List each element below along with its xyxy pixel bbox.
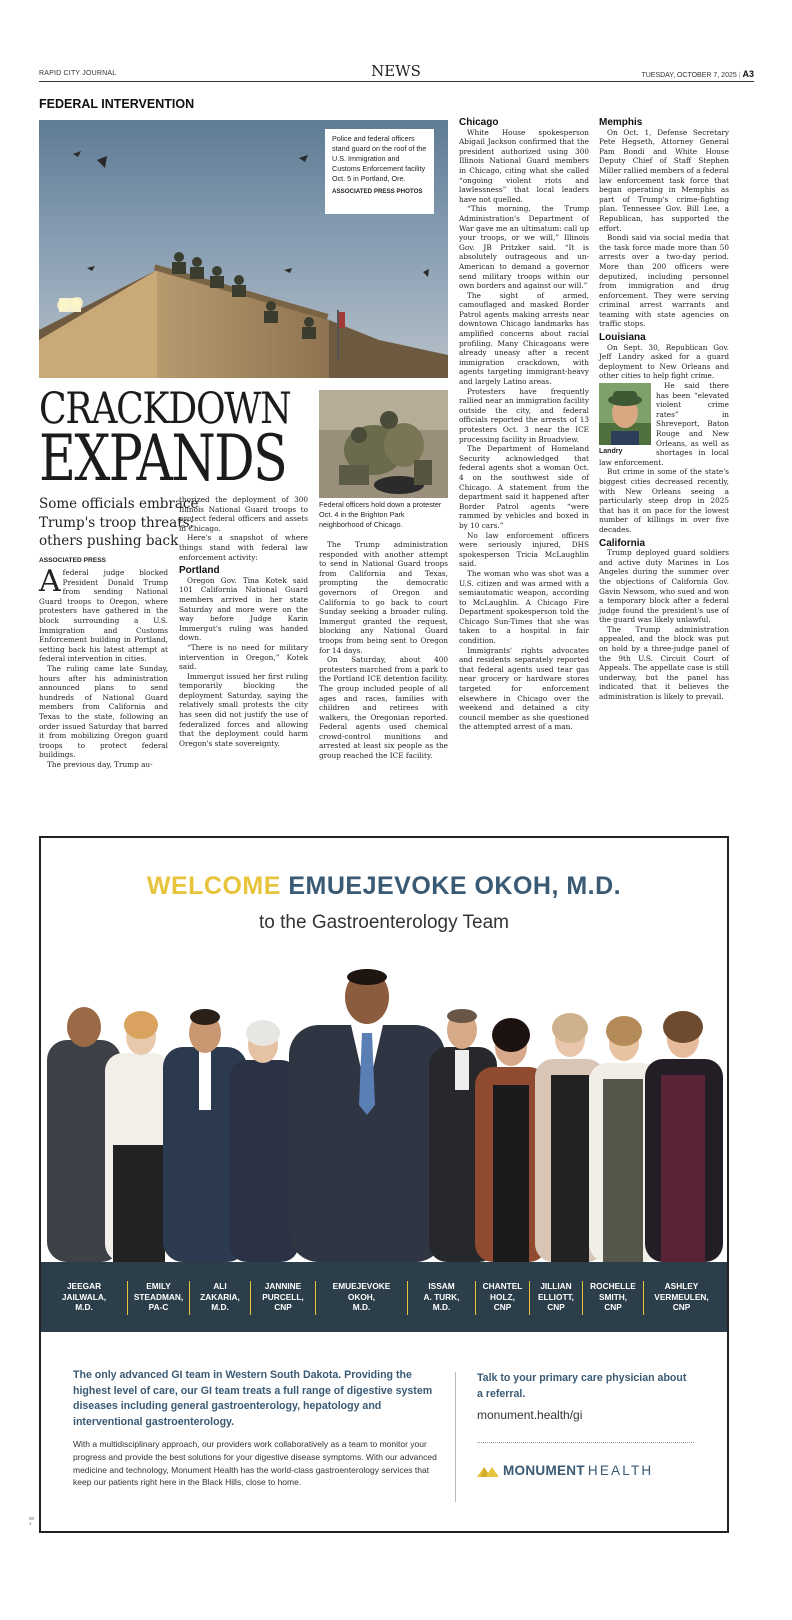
paragraph: On Sept. 30, Republican Gov. Jeff Landry asked for a guard deployment to New Orleans and other cities to help fight crime. (599, 342, 729, 381)
paragraph: White House spokesperson Abigail Jackson confirmed that the president authorized using 300 Illinois National Guard members in Chicago, citing what she called “ongoing violent riots and lawlessness” that local leaders have not quelled. (459, 127, 589, 204)
name-card (41, 1281, 128, 1315)
paragraph: Protesters have frequently rallied near an immigration facility outside the city, and federal officials reported the arrests of 13 protesters Oct. 3 near the ICE processing facility in Broadview. (459, 386, 589, 444)
subhead-chicago: Chicago (459, 117, 499, 128)
name-line: A. TURK, (423, 1291, 460, 1302)
brand-name-light: HEALTH (587, 1463, 654, 1478)
paragraph (39, 564, 168, 664)
drop-cap: A (39, 564, 61, 599)
brand-name-bold: MONUMENT (503, 1463, 585, 1478)
ad-body-text: With a multidisciplinary approach, our providers work collaboratively as a team to monitor your progress and provide the best solutions for your digestive disease symptoms. With our advanced medicine and technology, Monument Health has the world-class gastroenterology services that keep our patients right here in the Black Hills, close to home. (73, 1439, 437, 1488)
credential-line: M.D. (211, 1302, 229, 1312)
paragraph: Bondi said via social media that the task force made more than 50 arrests over a two-day period. More than 200 officers were deputized, including personnel from immigration and drug enforcement. They were serving criminal arrest warrants and teaming with state agencies on traffic stops. (599, 233, 729, 329)
ad-url[interactable]: monument.health/gi (477, 1408, 583, 1422)
ad-doctor-name: EMUEJEVOKE OKOH, M.D. (288, 872, 622, 900)
separator: | (738, 72, 743, 79)
name-card (530, 1281, 583, 1315)
column-5 (599, 118, 729, 702)
name-line: ALI (213, 1281, 227, 1291)
ad-dotted-rule (477, 1442, 694, 1443)
name-card (128, 1281, 190, 1315)
credential-line: CNP (547, 1302, 565, 1312)
paragraph: thorized the deployment of 300 Illinois National Guard troops to protect federal officers and assets in Chicago. (179, 495, 308, 533)
name-card (251, 1281, 316, 1315)
mug-block (599, 383, 651, 457)
name-card (476, 1281, 530, 1315)
kicker: FEDERAL INTERVENTION (39, 97, 195, 111)
paragraph: “There is no need for military intervention in Oregon,” Kotek said. (179, 642, 308, 672)
credential-line: CNP (604, 1302, 622, 1312)
paragraph: The sight of armed, camouflaged and masked Border Patrol agents making arrests near downtown Chicago landmarks has amplified concerns about racial profiling. Many Chicagoans were already uneasy after a recent immigration crackdown, with agents targeting immigrant-heavy and largely Latino areas. (459, 290, 589, 387)
subhead-california: California (599, 537, 646, 549)
headline-line-1: CRACKDOWN (39, 384, 291, 434)
paper-name: RAPID CITY JOURNAL (39, 70, 117, 77)
ad-cta: Talk to your primary care physician about a referral. (477, 1372, 687, 1400)
name-line: JAILWALA, (61, 1291, 107, 1302)
name-line: EMILY (146, 1281, 171, 1291)
credential-line: CNP (672, 1302, 691, 1312)
name-line: ISSAM (428, 1281, 455, 1291)
credential-line: M.D. (352, 1302, 371, 1312)
ad-welcome: WELCOME (146, 872, 281, 900)
name-line: PURCELL, (262, 1291, 304, 1302)
subhead-memphis: Memphis (599, 117, 643, 128)
paragraph: Trump deployed guard soldiers and active duty Marines in Los Angeles during the summer over the objections of California Gov. Gavin Newsom, who sued and won a temporary block after a federal judge found the president's use of the guard was likely unlawful. (599, 548, 729, 625)
ad-code: 00 1 (29, 1516, 35, 1526)
team-photo (41, 955, 727, 1262)
name-line: HOLZ, (490, 1291, 515, 1302)
name-line: ELLIOTT, (538, 1291, 574, 1302)
name-line: STEADMAN, (133, 1291, 184, 1302)
paragraph: The ruling came late Sunday, hours after his administration announced plans to send hundreds of National Guard members from California and Texas to the state, following an order issued Saturday that barred it from mobilizing Oregon guard troops to protect federal buildings. (39, 663, 168, 760)
name-card (316, 1281, 408, 1315)
headline-line-2: EXPANDS (39, 422, 287, 496)
mug-caption: Landry (599, 448, 623, 456)
name-line: ZAKARIA, (200, 1291, 240, 1302)
name-line: OKOH, (347, 1291, 376, 1302)
mountain-logo-icon (477, 1465, 499, 1477)
paragraph: The woman who was shot was a U.S. citizen and was armed with a semiautomatic weapon, according to McLaughlin. A Chicago Fire Department spokesperson told the Chicago Sun-Times that she was taken to a hospital in fair condition. (459, 568, 589, 646)
name-line: ASHLEY (664, 1281, 699, 1291)
name-line: EMUEJEVOKE (332, 1281, 391, 1291)
credential-line: PA-C (148, 1302, 169, 1312)
paragraph: But crime in some of the state's biggest cities decreased recently, with New Orleans seeing a particularly steep drop in 2025 that has it on pace for the lowest number of killings in over five decades. (599, 467, 729, 534)
name-line: JILLIAN (540, 1281, 572, 1291)
byline: ASSOCIATED PRESS (39, 557, 106, 564)
credential-line: M.D. (432, 1302, 451, 1312)
page-number: A3 (742, 69, 754, 79)
paragraph: Oregon Gov. Tina Kotek said 101 California National Guard members arrived in her state Saturday and more were on the way before Judge Karin Immergut's ruling was handed down. (179, 575, 308, 643)
paragraph: On Saturday, about 400 protesters marched from a park to the Portland ICE detention facility. The group included people of all ages and races, families with children and retirees with walkers, the Oregonian reported. Federal agents used chemical crowd-control munitions and arrested at least six people as the group reached the ICE facility. (319, 655, 448, 761)
main-photo-credit: ASSOCIATED PRESS PHOTOS (332, 188, 423, 195)
masthead-rule (39, 81, 754, 82)
subhead-portland: Portland (179, 565, 220, 577)
name-line: ROCHELLE (590, 1281, 636, 1291)
lead-text: federal judge blocked President Donald Trump from sending National Guard troops to Oregon, where protesters have gathered in the block surrounding a U.S. Immigration and Customs Enforcement building in Portland, setting back his latest attempt at federal intervention in cities. (39, 568, 168, 664)
credential-line: M.D. (75, 1302, 93, 1312)
name-card (190, 1281, 251, 1315)
masthead-date (560, 69, 754, 79)
ad-lead-text: The only advanced GI team in Western South Dakota. Providing the highest level of care, our GI team treats a full range of digestive system diseases including general gastroenterology, hepatology and interventional gastroenterology. (73, 1369, 433, 1428)
name-line: JANNINE (264, 1281, 302, 1291)
paragraph: The Trump administration appealed, and the block was put on hold by a three-judge panel of the 9th U.S. Circuit Court of Appeals. The appellate case is still underway, but the panel has indicated that it believes the administration is likely to prevail. (599, 624, 729, 702)
name-line: VERMEULEN, (654, 1291, 709, 1302)
paragraph: Immigrants' rights advocates and residents separately reported that federal agents used tear gas near grocery or hardware stores targeted for enforcement elsewhere in Chicago over the weekend and detained a city council member as she questioned the attempted arrest of a man. (459, 645, 589, 732)
second-photo (319, 390, 448, 498)
name-card (408, 1281, 476, 1315)
paragraph: On Oct. 1, Defense Secretary Pete Hegseth, Attorney General Pam Bondi and White House Deputy Chief of Staff Stephen Miller rallied members of a federal law enforcement task force that began operating in Memphis as part of Trump's crime-fighting plan. Tennessee Gov. Bill Lee, a Republican, has supported the effort. (599, 127, 729, 233)
ad-subtitle: to the Gastroenterology Team (259, 912, 509, 933)
team-photo-art (41, 955, 727, 1262)
main-photo-caption: Police and federal officers stand guard on the roof of the U.S. Immigration and Customs Enforcement facility Oct. 5 in Portland, Ore. (332, 134, 427, 183)
paragraph: He said there has been “elevated violent crime rates” in Shreveport, Baton Rouge and New Orleans, as well as shortages in local law enforcement. (599, 381, 729, 467)
paragraph: The previous day, Trump au- (47, 759, 153, 769)
main-photo-caption-box (325, 129, 434, 214)
paragraph: The Department of Homeland Security acknowledged that federal agents shot a woman Oct. 4 on the southwest side of Chicago. A statement from the department said it happened after Border Patrol agents “were rammed by vehicles and boxed in by 10 cars.” (459, 444, 589, 530)
credential-line: CNP (274, 1302, 292, 1312)
credential-line: CNP (493, 1302, 512, 1312)
deck-line-1: Some officials embrace (39, 496, 199, 512)
name-line: CHANTEL (482, 1281, 523, 1291)
column-4 (459, 118, 589, 732)
name-line: JEEGAR (66, 1281, 102, 1291)
column-1 (39, 564, 168, 769)
name-card (644, 1281, 719, 1315)
landry-mugshot (599, 383, 651, 445)
name-card (583, 1281, 644, 1315)
second-photo-art (319, 390, 448, 498)
deck (39, 495, 199, 551)
paragraph: No law enforcement officers were seriously injured, DHS spokesperson Tricia McLaughlin said. (459, 530, 589, 569)
column-2 (179, 495, 308, 748)
ad-divider (455, 1372, 456, 1502)
second-photo-caption: Federal officers hold down a protester Oct. 4 in the Brighton Park neighborhood of Chicago. (319, 500, 442, 529)
date-text: TUESDAY, OCTOBER 7, 2025 (641, 72, 737, 79)
deck-line-3: others pushing back (39, 533, 179, 549)
subhead-louisiana: Louisiana (599, 332, 646, 344)
ad-title (41, 872, 727, 901)
column-3 (319, 540, 448, 761)
paragraph: “This morning, the Trump Administration's Department of War gave me an ultimatum: call up your troops, or we will,” Illinois Gov. JB Pritzker said. “It is absolutely outrageous and un-American to demand a governor send military troops within our own borders and against our will.” (459, 204, 589, 291)
paragraph: Here's a snapshot of where things stand with federal law enforcement activity: (179, 533, 308, 562)
section-name: NEWS (371, 62, 421, 80)
deck-line-2: Trump's troop threats; (39, 514, 195, 531)
paragraph: Immergut issued her first ruling temporarily blocking the deployment Saturday, saying the relatively small protests the city has seen did not justify the use of federalized forces and allowing that the deployment could harm Oregon's state sovereignty. (179, 671, 308, 748)
headline (39, 384, 309, 496)
ad-brand (477, 1463, 653, 1478)
name-line: SMITH, (598, 1291, 628, 1302)
paragraph: The Trump administration responded with another attempt to send in National Guard troops from California and Texas, prompting the democratic governors of Oregon and California to go back to court Sunday seeking a broader ruling. Immergut granted the request, blocking any National Guard troops from being sent to Oregon for 14 days. (319, 540, 448, 655)
